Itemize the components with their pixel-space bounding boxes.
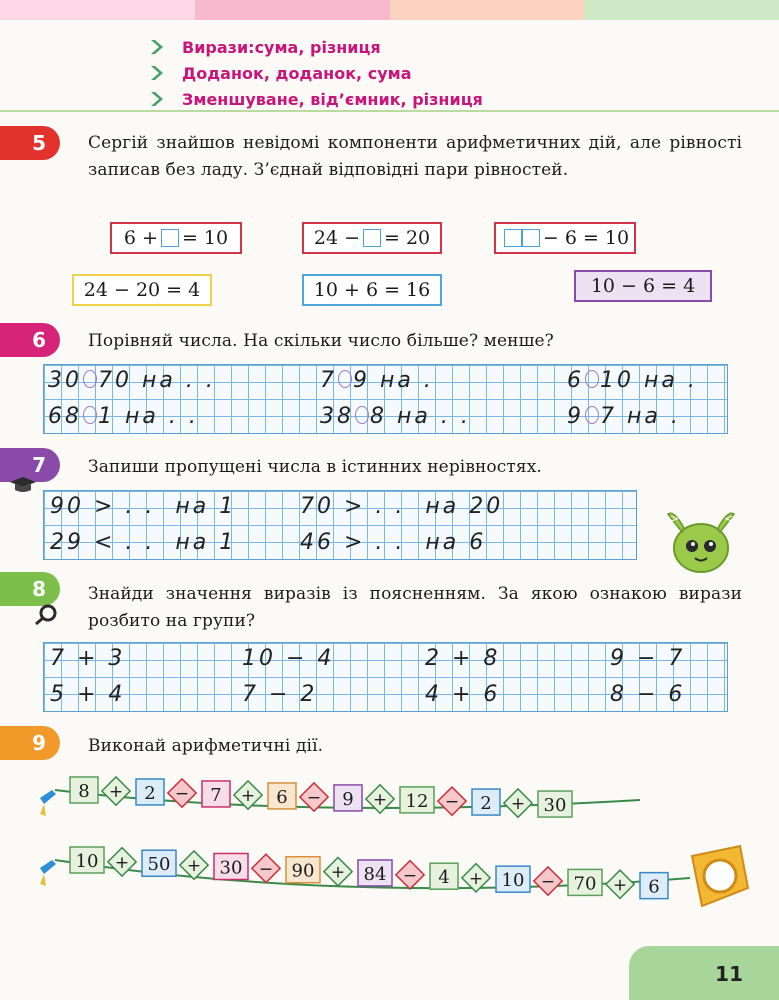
compare-circle[interactable]	[83, 370, 97, 388]
expression-item: 7 − 2	[242, 682, 318, 707]
number-box[interactable]	[496, 866, 530, 892]
minus-operator	[534, 867, 562, 895]
equation-card[interactable]: 10 − 6 = 4	[574, 270, 712, 302]
expression-item: 8 − 6	[610, 682, 686, 707]
number-label: 4	[438, 867, 450, 889]
task-number-badge: 9	[0, 726, 60, 760]
number-box[interactable]	[472, 789, 500, 815]
number-box[interactable]	[268, 783, 296, 809]
plus-operator	[504, 789, 532, 817]
task-number-badge: 7	[0, 448, 60, 482]
number-box[interactable]	[358, 860, 392, 886]
task-number-badge: 6	[0, 323, 60, 357]
header-divider	[0, 110, 779, 112]
kite-tail-icon	[40, 860, 56, 886]
page-corner	[629, 946, 779, 1000]
plus-operator	[102, 777, 130, 805]
number-label: 2	[480, 793, 492, 815]
number-label: 70	[573, 873, 597, 895]
blank-square-icon	[363, 229, 381, 247]
task-number-badge: 5	[0, 126, 60, 160]
task9-text: Виконай арифметичні дії.	[88, 736, 324, 756]
number-box[interactable]	[70, 847, 104, 873]
equation-card[interactable]: 24 − = 20	[302, 222, 442, 254]
equation-card[interactable]: − 6 = 10	[494, 222, 636, 254]
number-label: 30	[219, 857, 243, 879]
minus-operator	[438, 787, 466, 815]
plus-operator	[108, 848, 136, 876]
number-label: 6	[648, 876, 660, 898]
comparison-item: 38 8 на . .	[320, 404, 471, 429]
operator-label: −	[444, 792, 460, 813]
operator-label: −	[306, 788, 322, 809]
page-number: 11	[715, 962, 743, 986]
number-label: 10	[501, 870, 525, 892]
svg-text:>: >	[670, 512, 680, 525]
compare-circle[interactable]	[355, 406, 369, 424]
operator-label: −	[174, 784, 190, 805]
number-label: 7	[210, 784, 222, 806]
number-label: 84	[363, 863, 387, 885]
expression-item: 5 + 4	[50, 682, 126, 707]
operator-label: −	[402, 865, 418, 886]
blank-square-icon	[504, 229, 522, 247]
operator-label: +	[186, 856, 202, 877]
expression-item: 10 − 4	[242, 646, 335, 671]
chevron-right-icon	[148, 65, 164, 81]
operator-label: −	[540, 872, 556, 893]
task-number-badge: 8	[0, 572, 60, 606]
number-box[interactable]	[136, 779, 164, 805]
number-box[interactable]	[568, 869, 602, 895]
task7-text: Запиши пропущені числа в істинних нерівностях.	[88, 457, 542, 477]
number-box[interactable]	[640, 873, 668, 899]
equation-card[interactable]: 10 + 6 = 16	[302, 274, 442, 306]
expression-item: 2 + 8	[425, 646, 501, 671]
comparison-item: 9 7 на .	[567, 404, 681, 429]
kite-chain-2	[70, 847, 668, 899]
mascot-icon	[662, 500, 740, 576]
lesson-topics	[148, 34, 483, 112]
topic-item: Зменшуване, від’ємник, різниця	[148, 86, 483, 112]
magnifier-icon	[34, 604, 58, 626]
kite-icon	[692, 846, 748, 906]
equation-card[interactable]: 6 + = 10	[110, 222, 242, 254]
operator-label: +	[330, 862, 346, 883]
number-box[interactable]	[202, 781, 230, 807]
compare-circle[interactable]	[83, 406, 97, 424]
blank-square-icon	[161, 229, 179, 247]
inequality-item: 46 > . . на 6	[300, 530, 487, 555]
expression-item: 9 − 7	[610, 646, 686, 671]
operator-label: +	[240, 786, 256, 807]
comparison-item: 30 70 на . .	[48, 368, 216, 393]
number-box[interactable]	[538, 791, 572, 817]
number-label: 10	[75, 851, 99, 872]
number-box[interactable]	[400, 787, 434, 813]
graduation-cap-icon	[8, 476, 38, 494]
task5-text: Сергій знайшов невідомі компоненти арифметичних дій, але рівності записав без ладу. З’єднай відповідні пари рівностей.	[88, 133, 742, 180]
operator-label: +	[372, 790, 388, 810]
top-color-bar	[0, 0, 779, 20]
blank-square-icon	[522, 229, 540, 247]
operator-label: +	[612, 875, 628, 896]
task8-text: Знайди значення виразів із поясненням. За якою ознакою вирази розбито на групи?	[88, 584, 742, 631]
compare-circle[interactable]	[585, 406, 599, 424]
number-box[interactable]	[430, 863, 458, 889]
number-label: 6	[276, 786, 288, 808]
number-label: 50	[147, 854, 171, 876]
operator-label: −	[258, 859, 274, 880]
number-box[interactable]	[214, 853, 248, 879]
compare-circle[interactable]	[338, 370, 352, 388]
inequality-item: 70 > . . на 20	[300, 494, 504, 519]
task6-text: Порівняй числа. На скільки число більше? менше?	[88, 331, 554, 351]
compare-circle[interactable]	[585, 370, 599, 388]
inequality-item: 90 > . . на 1	[50, 494, 237, 519]
number-label: 8	[78, 781, 90, 802]
chevron-right-icon	[148, 91, 164, 107]
number-box[interactable]	[286, 857, 320, 883]
number-label: 2	[144, 782, 156, 804]
svg-text:<: <	[724, 512, 734, 525]
kite-tail-icon	[40, 790, 56, 816]
topic-item: Доданок, доданок, сума	[148, 60, 483, 86]
kite-chains	[0, 760, 779, 910]
topic-item: Вирази: сума, різниця	[148, 34, 483, 60]
number-box[interactable]	[334, 785, 362, 811]
number-box[interactable]	[70, 777, 98, 803]
comparison-item: 68 1 на . .	[48, 404, 199, 429]
chevron-right-icon	[148, 39, 164, 55]
equation-card[interactable]: 24 − 20 = 4	[72, 274, 212, 306]
expression-item: 4 + 6	[425, 682, 501, 707]
plus-operator	[180, 851, 208, 879]
operator-label: +	[108, 782, 124, 803]
operator-label: +	[114, 852, 130, 873]
number-label: 90	[291, 860, 315, 882]
number-label: 9	[342, 788, 354, 810]
number-label: 30	[543, 795, 567, 817]
plus-operator	[324, 857, 352, 885]
inequality-item: 29 < . . на 1	[50, 530, 237, 555]
operator-label: +	[510, 794, 526, 815]
comparison-item: 6 10 на .	[567, 368, 698, 393]
comparison-item: 7 9 на .	[320, 368, 434, 393]
minus-operator	[396, 861, 424, 889]
expression-item: 7 + 3	[50, 646, 126, 671]
number-box[interactable]	[142, 850, 176, 876]
kite-chain-1	[70, 777, 572, 817]
plus-operator	[606, 870, 634, 898]
operator-label: +	[468, 868, 484, 889]
minus-operator	[252, 854, 280, 882]
number-label: 12	[405, 790, 429, 812]
